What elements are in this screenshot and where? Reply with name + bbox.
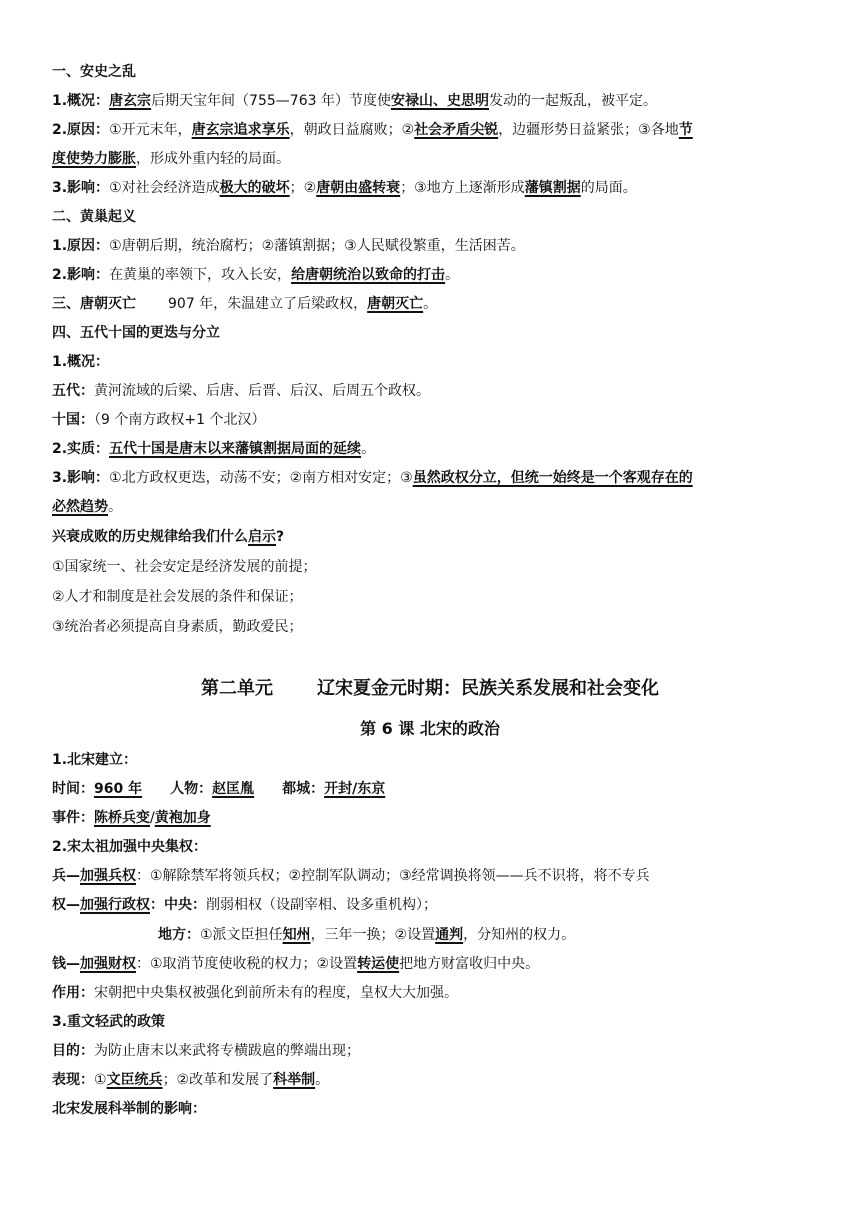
- label: 都城：: [282, 781, 325, 797]
- label: 人物：: [170, 781, 213, 797]
- text: ，边疆形势日益紧张；③各地: [498, 122, 679, 138]
- text: 为防止唐末以来武将专横跋扈的弊端出现；: [94, 1043, 360, 1059]
- keyword: 赵匡胤: [212, 781, 255, 797]
- label: 权—: [52, 897, 80, 913]
- civil-policy-heading: 3.重文轻武的政策: [52, 1014, 166, 1030]
- lesson-item: ②人才和制度是社会发展的条件和保证；: [52, 589, 303, 605]
- wudai-impact: [52, 468, 693, 488]
- local-power: [158, 925, 575, 945]
- keyword: 节: [678, 122, 693, 138]
- unit-number: 第二单元: [201, 678, 273, 699]
- keyword: 五代十国是唐末以来藩镇割据局面的延续: [109, 441, 362, 457]
- text: ①对社会经济造成: [109, 180, 220, 196]
- keyword: 陈桥兵变: [94, 810, 150, 826]
- text: 。: [361, 441, 376, 457]
- keyword: 黄袍加身: [154, 810, 211, 826]
- label: 兵—: [52, 868, 80, 884]
- keyword: 加强行政权: [80, 897, 150, 913]
- lesson-item: ③统治者必须提高自身素质，勤政爱民；: [52, 619, 303, 635]
- text: 907 年，朱温建立了后梁政权，: [168, 296, 368, 312]
- text: ①开元末年，: [109, 122, 192, 138]
- huangchao-impact: [52, 265, 459, 285]
- label: 3.影响：: [52, 180, 110, 196]
- text: ；②改革和发展了: [162, 1072, 274, 1088]
- keyword: 知州: [282, 927, 311, 943]
- text: ，分知州的权力。: [463, 927, 576, 943]
- wudai-overview: 1.概况：: [52, 354, 110, 370]
- text: ：①解除禁军将领兵权；②控制军队调动；③经常调换将领——兵不识将，将不专兵: [136, 868, 650, 884]
- wudai-impact-cont: [52, 497, 122, 517]
- text: 发动的一起叛乱，被平定。: [488, 93, 657, 109]
- keyword: 启示: [248, 529, 276, 545]
- label: 事件：: [52, 810, 94, 826]
- anshi-cause-cont: [52, 149, 290, 169]
- unit-title: [0, 677, 860, 701]
- lesson-item: ①国家统一、社会安定是经济发展的前提；: [52, 559, 317, 575]
- lesson-title: 第 6 课 北宋的政治: [360, 719, 500, 738]
- text: 黄河流域的后梁、后唐、后晋、后汉、后周五个政权。: [94, 383, 430, 399]
- text: 的局面。: [580, 180, 637, 196]
- text: 把地方财富收归中央。: [399, 956, 540, 972]
- administrative-power: [52, 895, 437, 915]
- text: ①唐朝后期，统治腐朽；②藩镇割据；③人民赋役繁重，生活困苦。: [109, 238, 525, 254]
- wudai-five: [52, 381, 430, 401]
- text: ①: [94, 1072, 107, 1088]
- keyword: 社会矛盾尖锐: [414, 122, 499, 138]
- keyword: 唐玄宗: [109, 93, 152, 109]
- text: 后期天宝年间（755—763 年）节度使: [151, 93, 391, 109]
- keyword: 极大的破坏: [219, 180, 290, 196]
- keyword: 虽然政权分立，但统一始终是一个客观存在的: [412, 470, 693, 486]
- label: 1.原因：: [52, 238, 110, 254]
- text: ；③地方上逐渐形成: [400, 180, 525, 196]
- text: ，三年一换；②设置: [310, 927, 436, 943]
- keyword: 加强财权: [80, 956, 136, 972]
- huangchao-cause: [52, 236, 525, 256]
- centralization-effect: [52, 983, 458, 1003]
- wudai-ten: [52, 410, 265, 430]
- keyword: 唐朝由盛转衰: [316, 180, 401, 196]
- text: 在黄巢的率领下，攻入长安，: [109, 267, 292, 283]
- question-mark: ?: [276, 529, 285, 545]
- label: 作用：: [52, 985, 94, 1001]
- anshi-overview: [52, 91, 657, 111]
- keyword: 960 年: [94, 781, 143, 797]
- question-text: 兴衰成败的历史规律给我们什么: [52, 529, 248, 545]
- keyword: 安禄山、史思明: [390, 93, 489, 109]
- text: 。: [108, 499, 122, 515]
- label: 2.影响：: [52, 267, 110, 283]
- keyword: 唐朝灭亡: [367, 296, 424, 312]
- label: 2.原因：: [52, 122, 110, 138]
- centralization-heading: 2.宋太祖加强中央集权：: [52, 839, 208, 855]
- text: 削弱相权（设副宰相、设多重机构）；: [206, 897, 437, 913]
- keyword: 通判: [435, 927, 464, 943]
- financial-power: [52, 954, 539, 974]
- policy-purpose: [52, 1041, 360, 1061]
- label: 目的：: [52, 1043, 94, 1059]
- label: 十国：: [52, 412, 94, 428]
- text: ①派文臣担任: [200, 927, 283, 943]
- anshi-cause: [52, 120, 693, 140]
- section-title-anshi: 一、安史之乱: [52, 64, 136, 80]
- text: /: [150, 810, 155, 826]
- military-power: [52, 866, 650, 886]
- text: 。: [445, 267, 460, 283]
- label: 五代：: [52, 383, 94, 399]
- text: ：①取消节度使收税的权力；②设置: [136, 956, 358, 972]
- section-title-tang-fall: 三、唐朝灭亡: [52, 296, 136, 312]
- tang-fall: [52, 294, 437, 314]
- text: 。: [423, 296, 438, 312]
- keyword: 给唐朝统治以致命的打击: [291, 267, 446, 283]
- keyword: 藩镇割据: [524, 180, 581, 196]
- keyword: 文臣统兵: [106, 1072, 163, 1088]
- text: ①北方政权更迭，动荡不安；②南方相对安定；③: [109, 470, 413, 486]
- keyword: 度使势力膨胀: [52, 151, 136, 167]
- section-title-huangchao: 二、黄巢起义: [52, 209, 136, 225]
- text: 宋朝把中央集权被强化到前所未有的程度，皇权大大加强。: [94, 985, 458, 1001]
- label: 时间：: [52, 781, 94, 797]
- lesson-question: [52, 527, 284, 547]
- label: 表现：: [52, 1072, 94, 1088]
- label: 地方：: [158, 927, 200, 943]
- text: ；②: [289, 180, 317, 196]
- unit-name: 辽宋夏金元时期：民族关系发展和社会变化: [317, 678, 659, 699]
- text: （9 个南方政权+1 个北汉）: [94, 412, 266, 428]
- text: ，朝政日益腐败；②: [289, 122, 415, 138]
- keyword: 开封/东京: [324, 781, 386, 797]
- label: ：中央：: [150, 897, 206, 913]
- keyword: 唐玄宗追求享乐: [191, 122, 290, 138]
- text: 。: [315, 1072, 330, 1088]
- keyword: 加强兵权: [80, 868, 136, 884]
- section-title-wudai: 四、五代十国的更迭与分立: [52, 325, 220, 341]
- wudai-essence: [52, 439, 375, 459]
- song-founding: 1.北宋建立：: [52, 752, 138, 768]
- keyword: 转运使: [357, 956, 400, 972]
- song-founding-event: [52, 808, 211, 828]
- label: 1.概况：: [52, 93, 110, 109]
- label: 2.实质：: [52, 441, 110, 457]
- anshi-impact: [52, 178, 637, 198]
- label: 3.影响：: [52, 470, 110, 486]
- exam-impact-heading: 北宋发展科举制的影响：: [52, 1101, 206, 1117]
- label: 钱—: [52, 956, 80, 972]
- text: ，形成外重内轻的局面。: [136, 151, 290, 167]
- keyword: 必然趋势: [52, 499, 108, 515]
- song-founding-facts: [52, 779, 385, 799]
- policy-manifestation: [52, 1070, 329, 1090]
- keyword: 科举制: [273, 1072, 316, 1088]
